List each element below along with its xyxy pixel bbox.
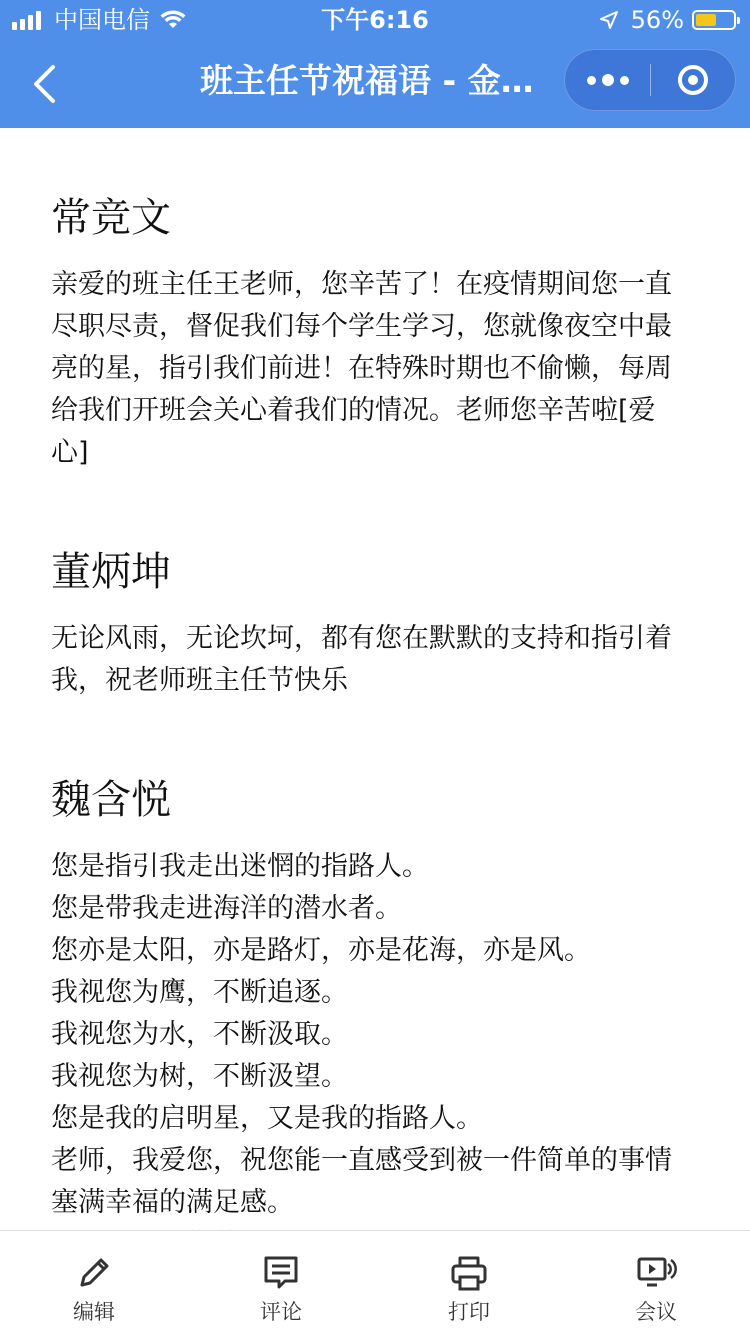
message-line: 无论风雨，无论坎坷，都有您在默默的支持和指引着 (51, 623, 672, 654)
message-line: 您亦是太阳，亦是路灯，亦是花海，亦是风。 (51, 935, 591, 966)
author-name: 魏含悦 (51, 777, 171, 823)
message-line: 您是带我走进海洋的潜水者。 (51, 893, 402, 924)
message-line: 我，祝老师班主任节快乐 (51, 665, 348, 696)
edit-button[interactable] (34, 1231, 154, 1335)
article-content[interactable] (0, 128, 750, 1230)
print-label: 打印 (448, 1300, 490, 1324)
more-dots-icon (584, 74, 632, 86)
message-body (51, 618, 700, 702)
page-title: 班主任节祝福语 - 金… (200, 61, 534, 100)
message-line: 亮的星，指引我们前进！在特殊时期也不偷懒，每周 (51, 353, 672, 384)
message-line: 我视您为水，不断汲取。 (51, 1019, 348, 1050)
message-line: 我视您为树，不断汲望。 (51, 1061, 348, 1092)
message-line: 尽职尽责，督促我们每个学生学习，您就像夜空中最 (51, 311, 672, 342)
message-line: 亲爱的班主任王老师，您辛苦了！在疫情期间您一直 (51, 269, 672, 300)
author-name: 常竞文 (51, 195, 171, 241)
carrier-name: 中国电信 (54, 6, 150, 34)
back-button[interactable] (22, 58, 66, 110)
edit-label: 编辑 (73, 1300, 115, 1324)
close-target-icon (678, 65, 708, 95)
nav-bar (0, 40, 750, 128)
author-name: 董炳坤 (51, 549, 171, 595)
top-bar (0, 0, 750, 128)
comment-button[interactable] (221, 1231, 341, 1335)
message-section (0, 128, 750, 474)
comment-icon (261, 1253, 301, 1293)
message-line: 塞满幸福的满足感。 (51, 1187, 294, 1218)
location-arrow-icon (599, 10, 619, 30)
screen-share-icon (636, 1253, 676, 1293)
printer-icon (449, 1253, 489, 1293)
message-line: 给我们开班会关心着我们的情况。老师您辛苦啦[爱 (51, 395, 656, 426)
message-line: 我视您为鹰，不断追逐。 (51, 977, 348, 1008)
message-body (51, 264, 700, 474)
message-body (51, 846, 700, 1266)
battery-percent: 56% (630, 6, 684, 34)
battery-fill (696, 14, 716, 26)
status-right (599, 0, 736, 40)
pencil-icon (74, 1253, 114, 1293)
more-button[interactable] (565, 50, 651, 110)
message-line: 老师，我爱您，祝您能一直感受到被一件简单的事情 (51, 1145, 672, 1176)
mini-program-capsule (564, 49, 736, 111)
message-line: 心] (51, 437, 89, 468)
back-chevron-icon (31, 64, 57, 104)
status-time: 下午6:16 (321, 6, 429, 34)
message-section (0, 702, 750, 1266)
message-line: 您是指引我走出迷惘的指路人。 (51, 851, 429, 882)
meeting-button[interactable] (596, 1231, 716, 1335)
print-button[interactable] (409, 1231, 529, 1335)
bottom-toolbar (0, 1230, 750, 1334)
close-button[interactable] (651, 50, 735, 110)
status-bar (0, 0, 750, 40)
message-section (0, 474, 750, 702)
meeting-label: 会议 (635, 1300, 677, 1324)
comment-label: 评论 (260, 1300, 302, 1324)
battery-icon (692, 10, 736, 30)
message-line: 您是我的启明星，又是我的指路人。 (51, 1103, 483, 1134)
